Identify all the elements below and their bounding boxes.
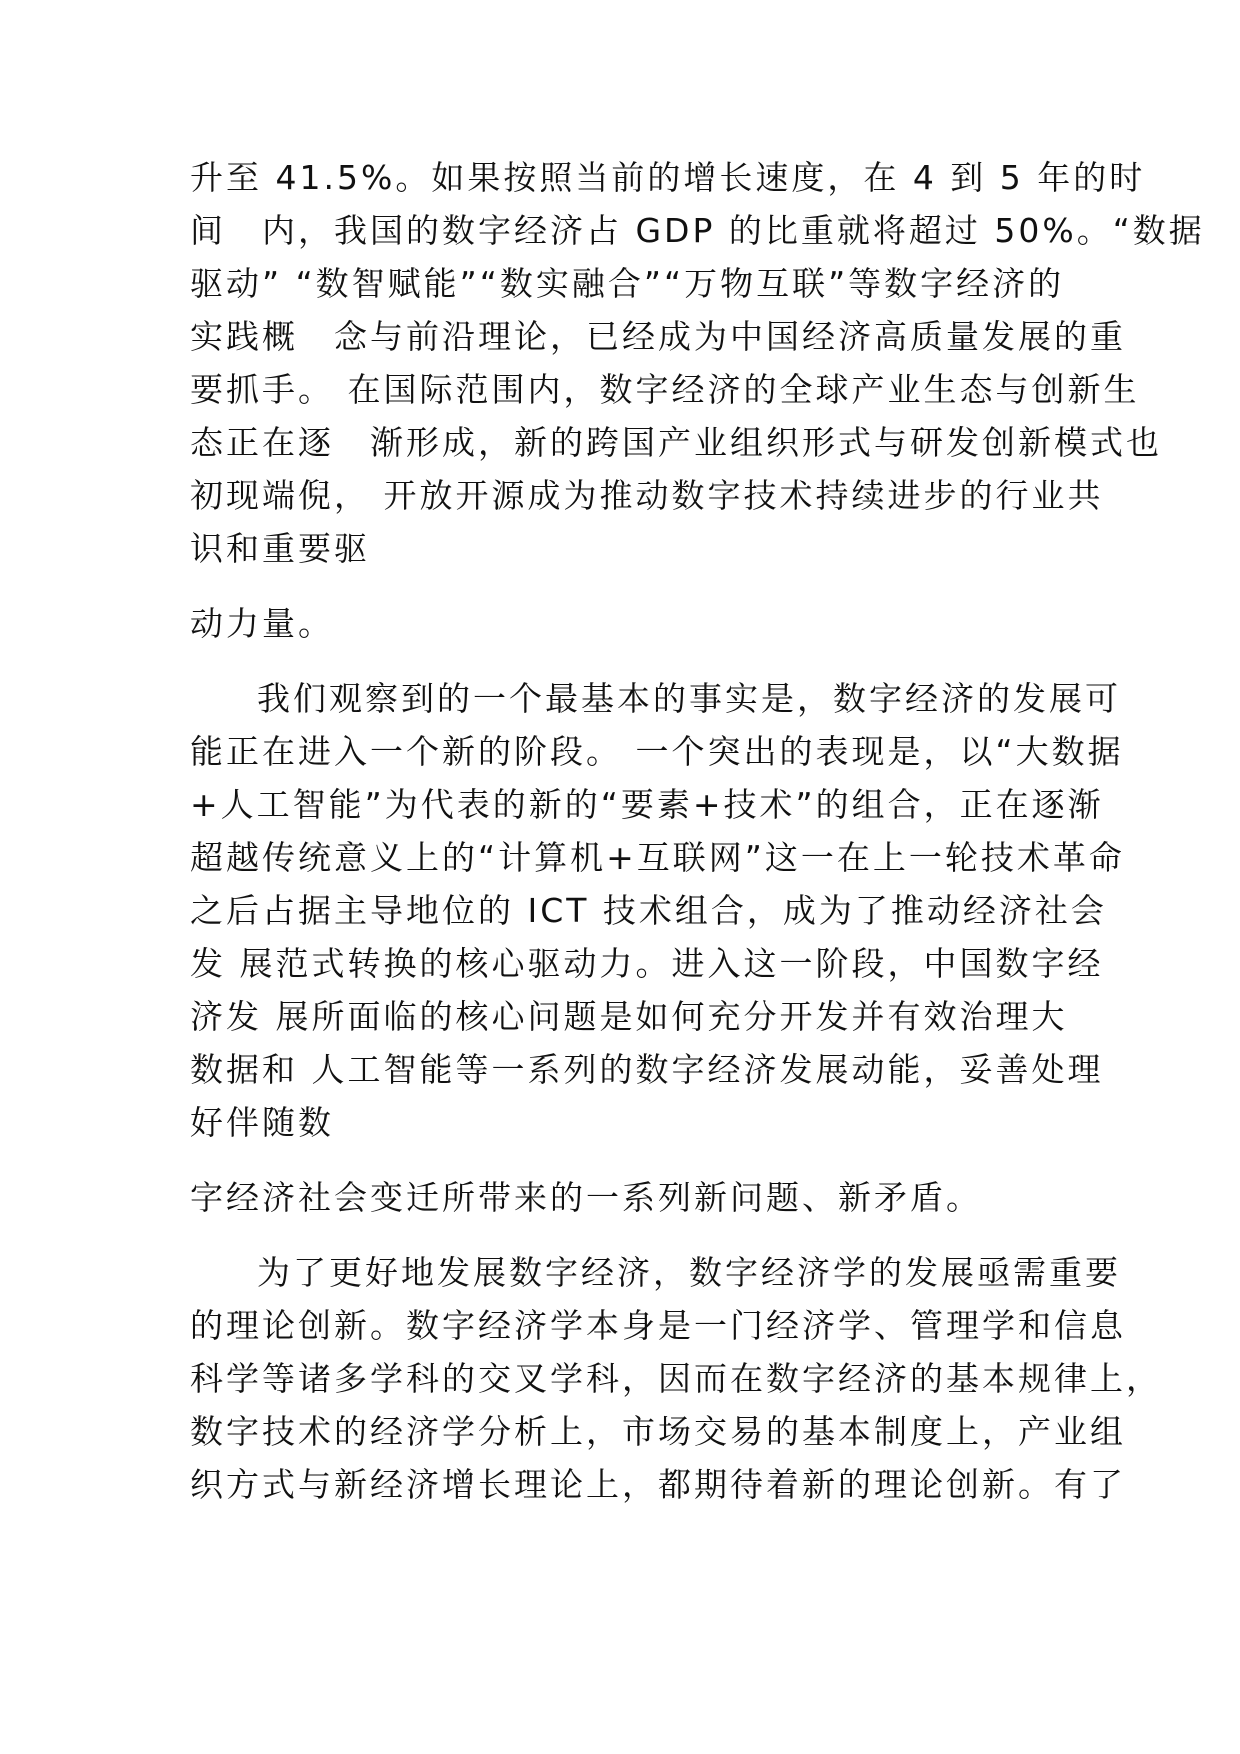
text-line: 的理论创新。数字经济学本身是一门经济学、管理学和信息 xyxy=(190,1306,1126,1345)
text-line: 态正在逐 渐形成，新的跨国产业组织形式与研发创新模式也 xyxy=(190,423,1162,462)
text-line: 科学等诸多学科的交叉学科，因而在数字经济的基本规律上， xyxy=(190,1359,1162,1398)
paragraph-first-line: 为了更好地发展数字经济，数字经济学的发展亟需重要 xyxy=(257,1253,1121,1292)
text-line: 字经济社会变迁所带来的一系列新问题、新矛盾。 xyxy=(190,1178,982,1217)
text-line: 要抓手。 在国际范围内，数字经济的全球产业生态与创新生 xyxy=(190,370,1140,409)
text-line: 驱动” “数智赋能”“数实融合”“万物互联”等数字经济的 xyxy=(190,264,1065,303)
text-line: 实践概 念与前沿理论，已经成为中国经济高质量发展的重 xyxy=(190,317,1126,356)
text-line: 初现端倪， 开放开源成为推动数字技术持续进步的行业共 xyxy=(190,476,1104,515)
text-line: 织方式与新经济增长理论上，都期待着新的理论创新。有了 xyxy=(190,1465,1126,1504)
text-line: 数字技术的经济学分析上，市场交易的基本制度上，产业组 xyxy=(190,1412,1126,1451)
text-line: 济发 展所面临的核心问题是如何充分开发并有效治理大 xyxy=(190,997,1068,1036)
paragraph-first-line: 我们观察到的一个最基本的事实是，数字经济的发展可 xyxy=(257,679,1121,718)
text-line: 能正在进入一个新的阶段。 一个突出的表现是，以“大数据 xyxy=(190,732,1124,771)
text-line: +人工智能”为代表的新的“要素+技术”的组合，正在逐渐 xyxy=(190,785,1104,824)
text-line: 升至 41.5%。如果按照当前的增长速度，在 4 到 5 年的时 xyxy=(190,158,1146,197)
text-line: 之后占据主导地位的 ICT 技术组合，成为了推动经济社会 xyxy=(190,891,1107,930)
text-line: 发 展范式转换的核心驱动力。进入这一阶段，中国数字经 xyxy=(190,944,1104,983)
text-line: 识和重要驱 xyxy=(190,529,370,568)
text-line: 动力量。 xyxy=(190,604,334,643)
text-line: 超越传统意义上的“计算机+互联网”这一在上一轮技术革命 xyxy=(190,838,1125,877)
text-line: 数据和 人工智能等一系列的数字经济发展动能，妥善处理 xyxy=(190,1050,1104,1089)
text-line: 间 内，我国的数字经济占 GDP 的比重就将超过 50%。“数据 xyxy=(190,211,1205,250)
text-line: 好伴随数 xyxy=(190,1103,334,1142)
